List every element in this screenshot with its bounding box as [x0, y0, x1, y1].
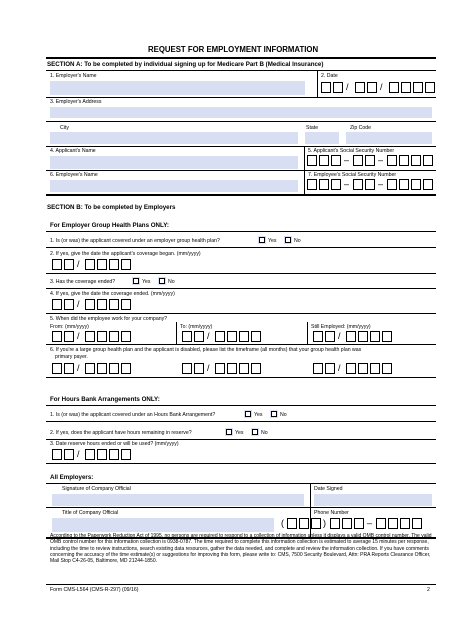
form-id: Form CMS-L564 (CMS-R-297) (09/16)	[50, 587, 139, 593]
ssn-box[interactable]	[307, 155, 317, 166]
rule	[46, 231, 436, 232]
slash: /	[77, 331, 80, 341]
date-box[interactable]	[251, 363, 261, 374]
rule	[46, 405, 436, 406]
phone-box[interactable]	[400, 518, 410, 529]
employer-address-field[interactable]	[50, 107, 432, 118]
zip-field[interactable]	[346, 132, 432, 144]
slash: /	[338, 363, 341, 373]
date-box[interactable]	[413, 82, 423, 93]
date-box[interactable]	[97, 299, 107, 310]
slash: /	[77, 259, 80, 269]
rule	[46, 121, 436, 122]
yes-label: Yes	[142, 279, 151, 285]
state-field[interactable]	[305, 132, 339, 144]
date-box[interactable]	[227, 331, 237, 342]
date-signed-field[interactable]	[314, 494, 432, 506]
date-box[interactable]	[194, 363, 204, 374]
yes-label: Yes	[235, 430, 244, 436]
employer-name-field[interactable]	[50, 81, 305, 95]
dash: –	[344, 155, 350, 165]
city-field[interactable]	[50, 132, 298, 144]
date-box[interactable]	[239, 363, 249, 374]
date-box[interactable]	[182, 363, 192, 374]
ssn-box[interactable]	[353, 179, 363, 190]
applicant-name-field[interactable]	[50, 156, 298, 169]
yes-label: Yes	[268, 238, 277, 244]
date-box[interactable]	[321, 82, 331, 93]
date-box[interactable]	[52, 331, 62, 342]
rule	[46, 377, 436, 378]
title-official-field[interactable]	[52, 518, 274, 532]
phone-box[interactable]	[388, 518, 398, 529]
date-box[interactable]	[121, 331, 131, 342]
date-box[interactable]	[85, 363, 95, 374]
paren-close: )	[323, 518, 326, 528]
q1-yes-checkbox[interactable]	[259, 237, 265, 243]
date-box[interactable]	[367, 82, 377, 93]
hours-question-2: 2. If yes, does the applicant have hours remaining in reserve?	[50, 430, 192, 436]
rule	[46, 194, 436, 196]
h1-no-checkbox[interactable]	[271, 411, 277, 417]
date-box[interactable]	[97, 449, 107, 460]
h2-no-checkbox[interactable]	[252, 429, 258, 435]
ssn-box[interactable]	[319, 179, 329, 190]
date-signed-label: Date Signed	[314, 486, 343, 492]
date-box[interactable]	[194, 331, 204, 342]
title-official-label: Title of Company Official	[62, 510, 119, 516]
date-box[interactable]	[64, 299, 74, 310]
date-box[interactable]	[52, 259, 62, 270]
date-box[interactable]	[370, 363, 380, 374]
date-box[interactable]	[333, 82, 343, 93]
phone-box[interactable]	[299, 518, 309, 529]
ssn-box[interactable]	[423, 179, 433, 190]
no-label: No	[261, 430, 268, 436]
hours-question-3: 3. Date reserve hours ended or will be used? (mm/yyyy)	[50, 441, 179, 447]
h1-yes-checkbox[interactable]	[245, 411, 251, 417]
date-box[interactable]	[355, 82, 365, 93]
rule	[46, 170, 436, 171]
date-box[interactable]	[97, 259, 107, 270]
rule	[46, 288, 436, 289]
applicant-name-label: 4. Applicant's Name	[50, 148, 96, 154]
date-box[interactable]	[325, 331, 335, 342]
dash: –	[378, 155, 384, 165]
paperwork-notice: According to the Paperwork Reduction Act of 1995, no persons are required to respond to a collection of information unless it displays a valid OMB control number. The valid OMB control number for this information collection is 0938-0787. The time required to complete this information collection is estimated to average 15 minutes per response, including the time to review instructions, search existing data resources, gather the data needed, and complete and review the information collection. If you have comments concerning the accuracy of the time estimate(s) or suggestions for improving this form, please write to: CMS, 7500 Security Boulevard, Attn: PRA Reports Clearance Officer, Mail Stop C4-26-05, Baltimore, MD 21244-1850.	[50, 533, 432, 565]
date-box[interactable]	[425, 82, 435, 93]
still-employed-label: Still Employed: (mm/yyyy)	[311, 324, 371, 330]
ssn-box[interactable]	[353, 155, 363, 166]
question-6: 6. If you're a large group health plan and the applicant is disabled, please list the timeframe (all months) that your group health plan was	[50, 347, 362, 353]
divider	[307, 322, 308, 344]
ssn-box[interactable]	[319, 155, 329, 166]
date-box[interactable]	[52, 363, 62, 374]
zip-label: Zip Code	[350, 125, 372, 131]
rule	[46, 313, 436, 314]
date-box[interactable]	[121, 259, 131, 270]
date-box[interactable]	[313, 363, 323, 374]
date-box[interactable]	[52, 449, 62, 460]
phone-box[interactable]	[342, 518, 352, 529]
applicant-ssn-label: 5. Applicant's Social Security Number	[308, 148, 395, 154]
question-4: 4. If yes, give the date the coverage ended. (mm/yyyy)	[50, 291, 175, 297]
employee-name-label: 6. Employee's Name	[50, 172, 98, 178]
phone-box[interactable]	[376, 518, 386, 529]
date-box[interactable]	[215, 331, 225, 342]
rule	[46, 273, 436, 274]
slash: /	[338, 331, 341, 341]
date-box[interactable]	[85, 331, 95, 342]
rule	[46, 463, 436, 464]
city-label: City	[60, 125, 69, 131]
date-box[interactable]	[121, 299, 131, 310]
dash: –	[367, 518, 373, 528]
paren-open: (	[281, 518, 284, 528]
rule	[46, 421, 436, 422]
date-box[interactable]	[109, 331, 119, 342]
date-box[interactable]	[382, 331, 392, 342]
date-box[interactable]	[64, 449, 74, 460]
rule	[46, 247, 436, 248]
q3-yes-checkbox[interactable]	[133, 278, 139, 284]
rule	[46, 439, 436, 440]
date-box[interactable]	[370, 331, 380, 342]
date-box[interactable]	[227, 363, 237, 374]
date-box[interactable]	[215, 363, 225, 374]
slash: /	[77, 363, 80, 373]
question-6-cont: primary payer.	[55, 354, 88, 360]
rule	[46, 584, 436, 585]
slash: /	[207, 331, 210, 341]
no-label: No	[294, 238, 301, 244]
form-title: REQUEST FOR EMPLOYMENT INFORMATION	[148, 45, 319, 54]
page-number: 2	[427, 587, 430, 593]
phone-box[interactable]	[354, 518, 364, 529]
dash: –	[344, 179, 350, 189]
ssn-box[interactable]	[399, 179, 409, 190]
group-health-heading: For Employer Group Health Plans ONLY:	[50, 222, 169, 229]
date-box[interactable]	[401, 82, 411, 93]
section-b-heading: SECTION B: To be completed by Employers	[47, 204, 176, 211]
date-box[interactable]	[325, 363, 335, 374]
question-2: 2. If yes, give the date the applicant's coverage began. (mm/yyyy)	[50, 251, 201, 257]
date-box[interactable]	[251, 331, 261, 342]
hours-question-1: 1. Is (or was) the applicant covered under an Hours Bank Arrangement?	[50, 412, 216, 418]
question-5: 5. When did the employee work for your company?	[50, 316, 168, 322]
date-box[interactable]	[52, 299, 62, 310]
state-label: State	[306, 125, 319, 131]
question-1: 1. Is (or was) the applicant covered under an employer group health plan?	[50, 238, 220, 244]
date-box[interactable]	[85, 259, 95, 270]
ssn-box[interactable]	[411, 179, 421, 190]
slash: /	[207, 363, 210, 373]
rule	[46, 344, 436, 345]
date-box[interactable]	[346, 331, 356, 342]
rule	[46, 70, 436, 71]
yes-label: Yes	[254, 412, 263, 418]
employee-ssn-label: 7. Employee's Social Security Number	[308, 172, 397, 178]
employee-name-field[interactable]	[50, 180, 298, 192]
ssn-box[interactable]	[387, 155, 397, 166]
slash: /	[77, 449, 80, 459]
date-box[interactable]	[346, 363, 356, 374]
date-box[interactable]	[121, 449, 131, 460]
signature-label: Signature of Company Official	[62, 486, 131, 492]
signature-field[interactable]	[52, 494, 304, 506]
rule	[46, 97, 436, 98]
date-box[interactable]	[109, 299, 119, 310]
divider	[176, 322, 177, 344]
ssn-box[interactable]	[365, 155, 375, 166]
date-box[interactable]	[313, 331, 323, 342]
q3-no-checkbox[interactable]	[159, 278, 165, 284]
phone-box[interactable]	[287, 518, 297, 529]
slash: /	[346, 82, 349, 92]
ssn-box[interactable]	[411, 155, 421, 166]
slash: /	[77, 299, 80, 309]
no-label: No	[168, 279, 175, 285]
ssn-box[interactable]	[399, 155, 409, 166]
question-3: 3. Has the coverage ended?	[50, 279, 116, 285]
h2-yes-checkbox[interactable]	[226, 429, 232, 435]
date-box[interactable]	[389, 82, 399, 93]
date-label: 2. Date	[321, 73, 338, 79]
phone-box[interactable]	[412, 518, 422, 529]
date-box[interactable]	[97, 363, 107, 374]
dash: –	[378, 179, 384, 189]
slash: /	[380, 82, 383, 92]
rule	[46, 146, 436, 147]
date-box[interactable]	[85, 299, 95, 310]
employer-name-label: 1. Employer's Name	[50, 73, 97, 79]
date-box[interactable]	[109, 259, 119, 270]
date-box[interactable]	[64, 331, 74, 342]
ssn-box[interactable]	[387, 179, 397, 190]
q1-no-checkbox[interactable]	[285, 237, 291, 243]
ssn-box[interactable]	[331, 179, 341, 190]
section-a-heading: SECTION A: To be completed by individual signing up for Medicare Part B (Medical Insurance)	[47, 61, 324, 68]
title-rule	[46, 57, 436, 59]
phone-label: Phone Number	[314, 510, 349, 516]
phone-box[interactable]	[311, 518, 321, 529]
date-box[interactable]	[182, 331, 192, 342]
date-box[interactable]	[109, 363, 119, 374]
ssn-box[interactable]	[365, 179, 375, 190]
rule	[46, 507, 436, 508]
no-label: No	[280, 412, 287, 418]
hours-bank-heading: For Hours Bank Arrangements ONLY:	[50, 396, 160, 403]
date-box[interactable]	[85, 449, 95, 460]
date-box[interactable]	[97, 331, 107, 342]
date-box[interactable]	[121, 363, 131, 374]
date-box[interactable]	[239, 331, 249, 342]
divider	[317, 70, 318, 97]
ssn-box[interactable]	[307, 179, 317, 190]
rule	[46, 483, 436, 484]
date-box[interactable]	[109, 449, 119, 460]
date-box[interactable]	[382, 363, 392, 374]
ssn-box[interactable]	[331, 155, 341, 166]
date-box[interactable]	[358, 363, 368, 374]
phone-box[interactable]	[330, 518, 340, 529]
from-label: From: (mm/yyyy)	[50, 324, 89, 330]
ssn-box[interactable]	[423, 155, 433, 166]
all-employers-heading: All Employers:	[50, 474, 94, 481]
date-box[interactable]	[64, 363, 74, 374]
to-label: To: (mm/yyyy)	[180, 324, 213, 330]
date-box[interactable]	[358, 331, 368, 342]
employer-address-label: 3. Employer's Address	[50, 99, 102, 105]
date-box[interactable]	[64, 259, 74, 270]
